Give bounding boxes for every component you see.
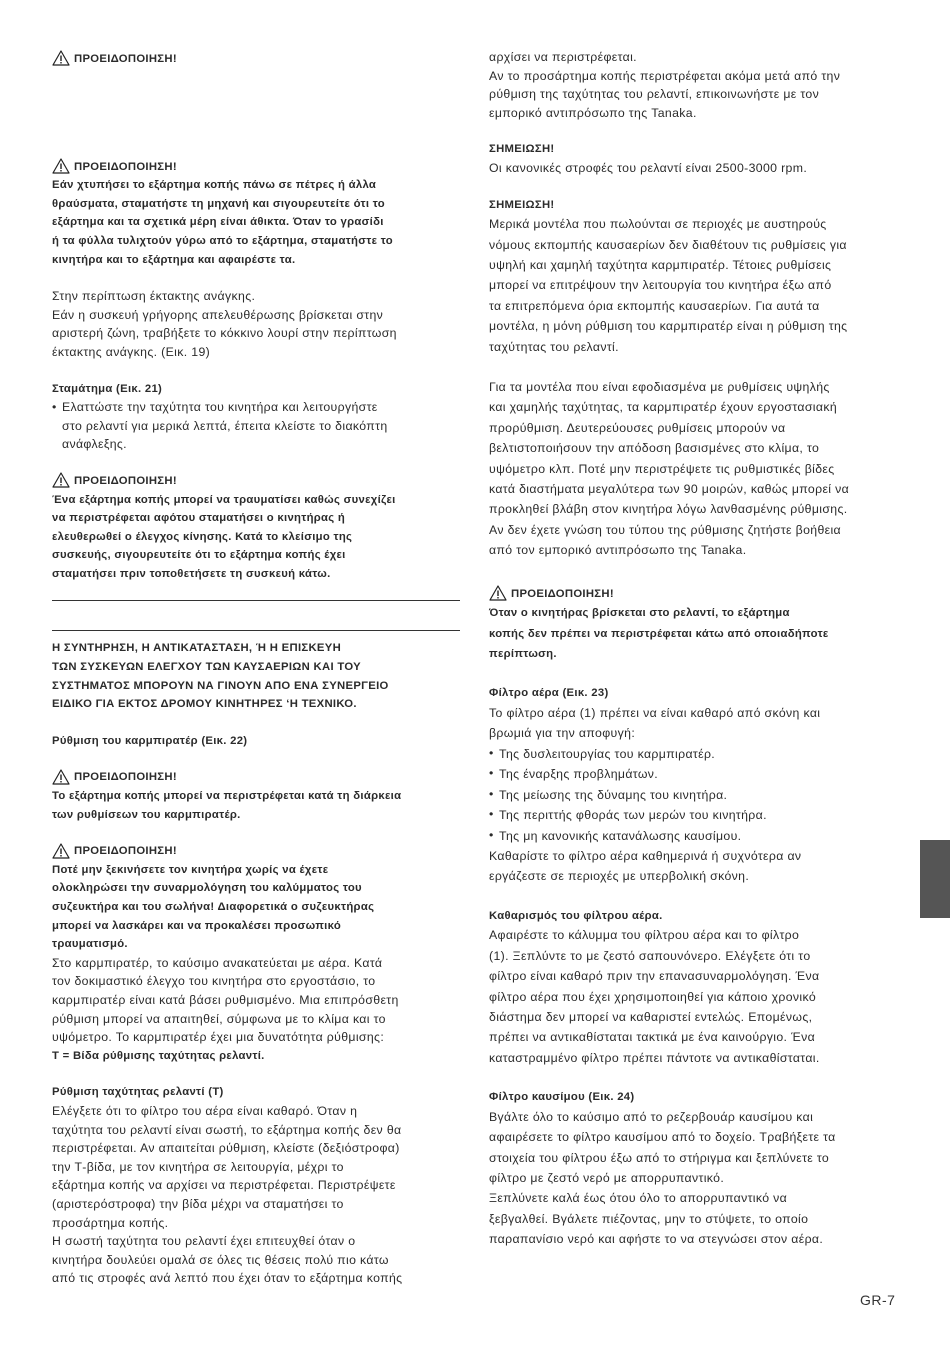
warning-triangle-icon bbox=[52, 472, 70, 488]
list-item: • Της περιττής φθοράς των μερών του κινητήρα. bbox=[489, 805, 899, 825]
left-column bbox=[52, 50, 460, 1288]
warning-text: Το εξάρτημα κοπής μπορεί να περιστρέφεται κατά τη διάρκεια των ρυθμίσεων του καρμπιρατέρ. bbox=[52, 790, 402, 821]
warning-heading: ΠΡΟΕΙΔΟΠΟΙΗΣΗ! bbox=[489, 585, 899, 604]
fuel-filter-paragraph: Βγάλτε όλο το καύσιμο από το ρεζερβουάρ καυσίμου και αφαιρέσετε το φίλτρο καυσίμου από το δοχείο. Τραβήξετε τα στοιχεία του φίλτρου έξω από το στήριγμα και ξεπλύνετε το φίλτρο με ζεστό νερό με απορρυπαντικό. Ξεπλύνετε καλά έως ότου όλο το απορρυπαντικό να ξεβγαλθεί. Βγάλετε πιέζοντας, μην το στύψετε, το οποίο παραπανίσιο νερό και αφήστε το να στεγνώσει στον αέρα. bbox=[489, 1109, 836, 1247]
warning-heading: ΠΡΟΕΙΔΟΠΟΙΗΣΗ! bbox=[52, 768, 460, 787]
section-title-stop: Σταμάτημα (Εικ. 21) bbox=[52, 382, 163, 395]
list-item: • Της μείωσης της δύναμης του κινητήρα. bbox=[489, 785, 899, 805]
warning-triangle-icon bbox=[489, 585, 507, 601]
warning-triangle-icon bbox=[52, 843, 70, 859]
section-title-fuel-filter: Φίλτρο καυσίμου (Εικ. 24) bbox=[489, 1091, 635, 1104]
list-item: • Της δυσλειτουργίας του καρμπιρατέρ. bbox=[489, 744, 899, 764]
warning-triangle-icon bbox=[52, 158, 70, 174]
bullet-icon: • bbox=[489, 745, 494, 760]
section-title-carburetor: Ρύθμιση του καρμπιρατέρ (Εικ. 22) bbox=[52, 734, 248, 747]
warning-triangle-icon bbox=[52, 769, 70, 785]
warning-text: Εάν χτυπήσει το εξάρτημα κοπής πάνω σε πέτρες ή άλλα θραύσματα, σταματήστε τη μηχανή και σιγουρευτείτε ότι το εξάρτημα και τα σχετικά μέρη είναι άθικτα. Όταν το γρασίδι ή τα φύλλα τυλιχτούν γύρω από το εξάρτημα, σταματήστε το κινητήρα και το εξάρτημα και αφαιρέστε τα. bbox=[52, 179, 393, 266]
warning-text: Ποτέ μην ξεκινήσετε τον κινητήρα χωρίς να έχετε ολοκληρώσει την συναρμολόγηση του καλύμματος του συζευκτήρα και του σωλήνα! Διαφορετικά ο συζευκτήρας μπορεί να λασκάρει και να προκαλέσει προσωπικό τραυματισμό. bbox=[52, 863, 375, 951]
note-text: Μερικά μοντέλα που πωλούνται σε περιοχές με αυστηρούς νόμους εκπομπής καυσαερίων δεν διαθέτουν τις ρυθμίσεις για υψηλή και χαμηλή ταχύτητα καρμπιρατέρ. Τέτοιες ρυθμίσεις μπορεί να επιτρέψουν την λειτουργία του κινητήρα έξω από τα επιτρεπόμενα όρια εκπομπής καυσαερίων. Για αυτά τα μοντέλα, η μόνη ρύθμιση του καρμπιρατέρ είναι η ρύθμιση της ταχύτητας του ρελαντί. bbox=[489, 217, 848, 354]
note-heading: ΣΗΜΕΙΩΣΗ! bbox=[489, 143, 555, 156]
bullet-icon: • bbox=[52, 400, 57, 415]
continued-paragraph: αρχίσει να περιστρέφεται. Αν το προσάρτημα κοπής περιστρέφεται ακόμα μετά από την ρύθμιση της ταχύτητας του ρελαντί, επικοινωνήστε με τον εμπορικό αντιπρόσωπο της Tanaka. bbox=[489, 50, 841, 120]
bullet-icon: • bbox=[489, 827, 494, 842]
idle-paragraph: Ελέγξετε ότι το φίλτρο του αέρα είναι καθαρό. Όταν η ταχύτητα του ρελαντί είναι σωστή, το εξάρτημα κοπής δεν θα περιστρέφεται. Αν απαιτείται ρύθμιση, κλείστε (δεξιόστροφα) την Τ-βίδα, με τον κινητήρα σε λειτουργία, μέχρι το εξάρτημα κοπής να αρχίσει να περιστρέφεται. Περιστρέψετε (αριστερόστροφα) την βίδα μέχρι να σταματήσει το προσάρτημα κοπής. Η σωστή ταχύτητα του ρελαντί έχει επιτευχθεί όταν ο κινητήρα δουλεύει ομαλά σε όλες τις θέσεις πολύ πιο κάτω από τις στροφές ανά λεπτό που έχει όταν το εξάρτημα κοπής bbox=[52, 1103, 403, 1286]
air-filter-outro: Καθαρίστε το φίλτρο αέρα καθημερινά ή συχνότερα αν εργάζεστε σε περιοχές με υπερβολική σκόνη. bbox=[489, 848, 802, 884]
clean-air-filter-paragraph: Αφαιρέστε το κάλυμμα του φίλτρου αέρα και το φίλτρο (1). Ξεπλύντε το με ζεστό σαπουνόνερο. Ελέγξετε ότι το φίλτρο είναι καθαρό πριν την επανασυναρμολόγηση. Ένα φίλτρο αέρα που έχει χρησιμοποιηθεί για κάποιο χρονικό διάστημα δεν μπορεί να καθαριστεί εντελώς. Επομένως, πρέπει να αντικαθίσταται τακτικά με ένα καινούργιο. Ένα καταστραμμένο φίλτρο πρέπει πάντοτε να αντικαθίσταται. bbox=[489, 928, 820, 1065]
high-low-paragraph: Για τα μοντέλα που είναι εφοδιασμένα με ρυθμίσεις υψηλής και χαμηλής ταχύτητας, τα καρμπιρατέρ έχουν εργοστασιακή προρύθμιση. Δευτερεύουσες ρυθμίσεις μπορούν να βελτιστοποιήσουν την απόδοση βασισμένες στο κλίμα, το υψόμετρο κλπ. Ποτέ μην περιστρέψετε τις ρυθμιστικές βίδες κατά διαστήματα μεγαλύτερα των 90 μοιρών, καθώς μπορεί να προκληθεί βλάβη στον κινητήρα λόγω λανθασμένης ρύθμισης. Αν δεν έχετε γνώση του τύπου της ρύθμισης ζητήστε βοήθεια από τον εμπορικό αντιπρόσωπο της Tanaka. bbox=[489, 380, 850, 558]
warning-heading: ΠΡΟΕΙΔΟΠΟΙΗΣΗ! bbox=[52, 158, 460, 177]
list-item: • Της έναρξης προβλημάτων. bbox=[489, 764, 899, 784]
right-column bbox=[489, 48, 899, 1250]
warning-heading: ΠΡΟΕΙΔΟΠΟΙΗΣΗ! bbox=[52, 472, 460, 491]
list-item: • Ελαττώστε την ταχύτητα του κινητήρα και λειτουργήστε στο ρελαντί για μερικά λεπτά, έπειτα κλείστε το διακόπτη ανάφλεξης. bbox=[52, 398, 460, 454]
section-title-idle: Ρύθμιση ταχύτητας ρελαντί (T) bbox=[52, 1086, 224, 1099]
bullet-icon: • bbox=[489, 766, 494, 781]
maintenance-notice: Η ΣΥΝΤΗΡΗΣΗ, Η ΑΝΤΙΚΑΤΑΣΤΑΣΗ, Ή Η ΕΠΙΣΚΕΥΗ ΤΩΝ ΣΥΣΚΕΥΩΝ ΕΛΕΓΧΟΥ ΤΩΝ ΚΑΥΣΑΕΡΙΩΝ ΚΑΙ ΤΟΥ ΣΥΣΤΗΜΑΤΟΣ ΜΠΟΡΟΥΝ ΝΑ ΓΙΝΟΥΝ ΑΠΟ ΕΝΑ ΣΥΝΕΡΓΕΙΟ ΕΙΔΙΚΟ ΓΙΑ ΕΚΤΟΣ ΔΡΟΜΟΥ ΚΙΝΗΤΗΡΕΣ ‘Η ΤΕΧΝΙΚΟ. bbox=[52, 642, 389, 711]
warning-heading: ΠΡΟΕΙΔΟΠΟΙΗΣΗ! bbox=[52, 50, 460, 69]
bullet-icon: • bbox=[489, 786, 494, 801]
air-filter-list bbox=[489, 744, 899, 846]
carburetor-paragraph: Στο καρμπιρατέρ, το καύσιμο ανακατεύεται με αέρα. Κατά τον δοκιμαστικό έλεγχο του κινητήρα στο εργοστάσιο, το καρμπιρατέρ είναι κατά βάσει ρυθμισμένο. Μια επιπρόσθετη ρύθμιση μπορεί να απαιτηθεί, σύμφωνα με το κλίμα και το υψόμετρο. Το καρμπιρατέρ έχει μια δυνατότητα ρύθμισης: T = Βίδα ρύθμισης ταχύτητας ρελαντί. bbox=[52, 955, 399, 1062]
note-text: Οι κανονικές στροφές του ρελαντί είναι 2500-3000 rpm. bbox=[489, 160, 808, 175]
warning-triangle-icon bbox=[52, 50, 70, 66]
warning-text: Όταν ο κινητήρας βρίσκεται στο ρελαντί, το εξάρτημα κοπής δεν πρέπει να περιστρέφεται κάτω από οποιαδήποτε περίπτωση. bbox=[489, 607, 829, 661]
section-title-clean-air-filter: Καθαρισμός του φίλτρου αέρα. bbox=[489, 909, 663, 922]
warning-text: Ένα εξάρτημα κοπής μπορεί να τραυματίσει καθώς συνεχίζει να περιστρέφεται αφότου σταματήσει ο κινητήρας ή ελευθερωθεί ο έλεγχος κίνησης. Κατά το κλείσιμο της συσκευής, σιγουρευτείτε ότι το εξάρτημα κοπής έχει σταματήσει πριν τοποθετήσετε τη συσκευή κάτω. bbox=[52, 493, 396, 580]
warning-heading: ΠΡΟΕΙΔΟΠΟΙΗΣΗ! bbox=[52, 842, 460, 861]
bullet-icon: • bbox=[489, 807, 494, 822]
emergency-paragraph: Στην περίπτωση έκτακτης ανάγκης. Εάν η συσκευή γρήγορης απελευθέρωσης βρίσκεται στην αριστερή ζώνη, τραβήξετε το κόκκινο λουρί στην περίπτωση έκτακτης ανάγκης. (Εικ. 19) bbox=[52, 289, 397, 359]
note-heading: ΣΗΜΕΙΩΣΗ! bbox=[489, 198, 555, 211]
page-number: GR-7 bbox=[860, 1292, 896, 1308]
list-item: • Της μη κανονικής κατανάλωσης καυσίμου. bbox=[489, 826, 899, 846]
section-title-air-filter: Φίλτρο αέρα (Εικ. 23) bbox=[489, 687, 609, 700]
air-filter-intro: Το φίλτρο αέρα (1) πρέπει να είναι καθαρό από σκόνη και βρωμιά για την αποφυγή: bbox=[489, 706, 821, 741]
side-tab-marker bbox=[920, 840, 950, 918]
